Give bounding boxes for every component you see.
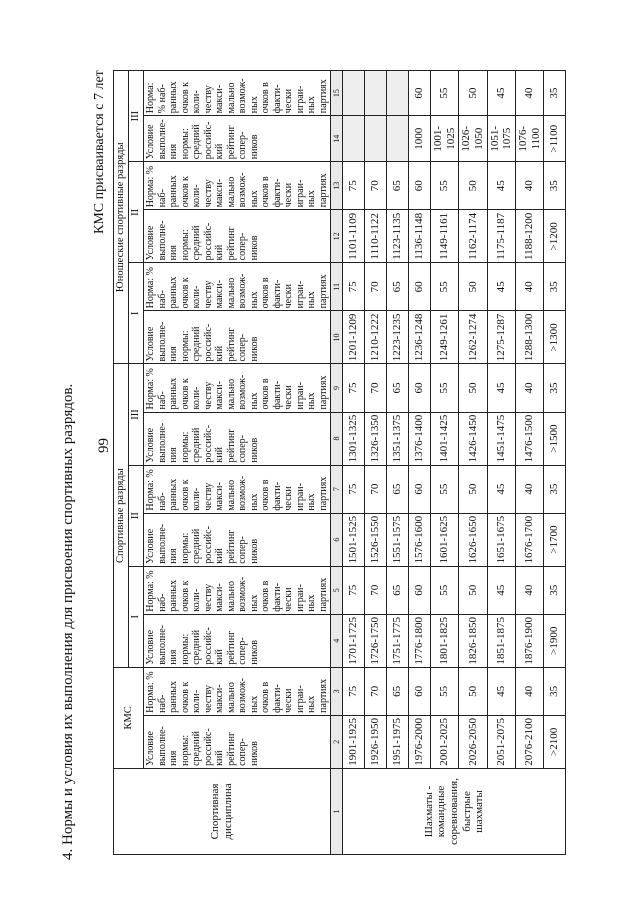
table-row <box>487 71 515 855</box>
discipline-line: командные <box>435 785 448 838</box>
table-cell: 50 <box>459 667 487 715</box>
table-cell: 1876-1900 <box>515 614 543 667</box>
table-cell: 45 <box>487 364 515 412</box>
norm-label: Норма: % наб-ранных очков к коли-честву макси-мально возмож-ных очков в факти-чески играи-ных партиях <box>144 667 331 715</box>
table-cell: 1951-1975 <box>387 715 409 768</box>
table-cell: 2026-2050 <box>459 715 487 768</box>
table-row <box>409 71 431 855</box>
table-cell: 1149-1161 <box>431 210 459 263</box>
table-cell: 1123-1135 <box>387 210 409 263</box>
column-numbers-row <box>331 71 343 855</box>
table-cell: 1376-1400 <box>409 412 431 465</box>
table-cell: 1401-1425 <box>431 412 459 465</box>
table-cell: 1851-1875 <box>487 614 515 667</box>
table-cell: 75 <box>343 364 365 412</box>
table-cell: 40 <box>515 566 543 614</box>
column-number: 8 <box>331 412 343 465</box>
norm-label: Норма: % наб-ранных очков к коли-честву макси-мально возмож-ных очков в факти-чески играи-ных партиях <box>144 566 331 614</box>
column-number: 7 <box>331 465 343 513</box>
table-cell: 60 <box>409 566 431 614</box>
table-cell: 75 <box>343 162 365 210</box>
condition-label: Условие выполне-ния нормы: средний российс-кий рейтинг сопер-ников <box>144 116 331 162</box>
table-cell: 40 <box>515 667 543 715</box>
discipline-line: быстрые <box>460 791 473 832</box>
table-cell: 55 <box>431 667 459 715</box>
table-cell: 1188-1200 <box>515 210 543 263</box>
table-cell: 1136-1148 <box>409 210 431 263</box>
table-cell: 70 <box>365 566 387 614</box>
table-cell: 65 <box>387 364 409 412</box>
table-cell: 55 <box>431 263 459 311</box>
table-cell: 1101-1109 <box>343 210 365 263</box>
table-cell: 35 <box>544 263 566 311</box>
table-cell: 1110-1122 <box>365 210 387 263</box>
condition-label: Условие выполне-ния нормы: средний российс-кий рейтинг сопер-ников <box>144 412 331 465</box>
table-cell: 55 <box>431 71 459 116</box>
norm-label: Норма: % наб-ранных очков к коли-честву макси-мально возмож-ных очков в факти-чески играи-ных партиях <box>144 71 331 116</box>
table-cell: 1676-1700 <box>515 513 543 566</box>
rank-roman: III <box>129 71 144 162</box>
table-cell: 60 <box>409 263 431 311</box>
table-cell: 1223-1235 <box>387 311 409 364</box>
table-cell: 35 <box>544 364 566 412</box>
column-number: 3 <box>331 667 343 715</box>
condition-label: Условие выполне-ния нормы: средний российс-кий рейтинг сопер-ников <box>144 513 331 566</box>
header-discipline: Спортивная дисциплина <box>114 768 331 854</box>
table-cell: 1451-1475 <box>487 412 515 465</box>
section-heading: 4. Нормы и условия их выполнения для присвоения спортивных разрядов. <box>60 383 76 860</box>
table-cell: 65 <box>387 263 409 311</box>
table-cell: 40 <box>515 71 543 116</box>
column-number: 2 <box>331 715 343 768</box>
norms-table-container <box>113 70 635 855</box>
table-cell: 45 <box>487 465 515 513</box>
table-cell: >1500 <box>544 412 566 465</box>
table-row <box>515 71 543 855</box>
table-cell: 35 <box>544 162 566 210</box>
table-cell: 1201-1209 <box>343 311 365 364</box>
discipline-line: соревнования, <box>447 778 460 845</box>
table-cell: 40 <box>515 162 543 210</box>
table-cell: >1900 <box>544 614 566 667</box>
table-cell: >1300 <box>544 311 566 364</box>
table-cell: 1275-1287 <box>487 311 515 364</box>
table-cell: 75 <box>343 465 365 513</box>
table-row <box>387 71 409 855</box>
table-row <box>343 71 365 855</box>
table-cell: 75 <box>343 566 365 614</box>
condition-label: Условие выполне-ния нормы: средний российс-кий рейтинг сопер-ников <box>144 715 331 768</box>
table-cell: 1976-2000 <box>409 715 431 768</box>
rank-roman: II <box>129 465 144 566</box>
rank-roman: I <box>129 263 144 364</box>
table-row <box>365 71 387 855</box>
table-cell: 60 <box>409 71 431 116</box>
table-row <box>431 71 459 855</box>
table-cell: 1000 <box>409 116 431 162</box>
table-cell: 1901-1925 <box>343 715 365 768</box>
table-cell: 70 <box>365 162 387 210</box>
table-cell: 1801-1825 <box>431 614 459 667</box>
table-cell: 1476-1500 <box>515 412 543 465</box>
table-cell: 60 <box>409 465 431 513</box>
table-cell <box>343 71 365 116</box>
table-cell: 55 <box>431 566 459 614</box>
condition-label: Условие выполне-ния нормы: средний российс-кий рейтинг сопер-ников <box>144 614 331 667</box>
table-cell: 40 <box>515 465 543 513</box>
kms-age-note: КМС присваивается с 7 лет <box>92 70 107 234</box>
table-row <box>544 71 566 855</box>
table-cell: >1200 <box>544 210 566 263</box>
rank-roman: I <box>129 566 144 667</box>
table-cell: 75 <box>343 263 365 311</box>
table-cell: 70 <box>365 364 387 412</box>
table-cell: 1301-1325 <box>343 412 365 465</box>
table-cell: 1926-1950 <box>365 715 387 768</box>
table-cell: 1175-1187 <box>487 210 515 263</box>
norm-label: Норма: % наб-ранных очков к коли-честву макси-мально возмож-ных очков в факти-чески играи-ных партиях <box>144 162 331 210</box>
table-cell: 50 <box>459 566 487 614</box>
table-cell: 60 <box>409 162 431 210</box>
table-cell: 1351-1375 <box>387 412 409 465</box>
table-cell: >1100 <box>544 116 566 162</box>
table-row <box>459 71 487 855</box>
table-cell: 1051-1075 <box>487 116 515 162</box>
table-cell: 1526-1550 <box>365 513 387 566</box>
column-number: 4 <box>331 614 343 667</box>
table-cell: >1700 <box>544 513 566 566</box>
header-sport-ranks: Спортивные разряды <box>114 364 129 667</box>
table-cell: 2076-2100 <box>515 715 543 768</box>
norm-label: Норма: % наб-ранных очков к коли-честву макси-мально возмож-ных очков в факти-чески играи-ных партиях <box>144 364 331 412</box>
table-cell: 1826-1850 <box>459 614 487 667</box>
table-cell: 75 <box>343 667 365 715</box>
table-cell: 35 <box>544 566 566 614</box>
table-cell: 45 <box>487 71 515 116</box>
table-cell: 45 <box>487 263 515 311</box>
discipline-line: шахматы <box>473 790 486 833</box>
table-cell: 65 <box>387 162 409 210</box>
table-cell: 50 <box>459 263 487 311</box>
discipline-line: Шахматы - <box>422 785 435 838</box>
column-number: 1 <box>331 768 343 854</box>
table-cell: 1751-1775 <box>387 614 409 667</box>
table-cell: 1576-1600 <box>409 513 431 566</box>
header-youth-ranks: Юношеские спортивные разряды <box>114 71 129 364</box>
column-number: 5 <box>331 566 343 614</box>
table-cell: 1249-1261 <box>431 311 459 364</box>
norms-table <box>113 70 566 855</box>
header-kms: КМС <box>114 667 144 768</box>
table-cell: 2001-2025 <box>431 715 459 768</box>
rank-roman: III <box>129 364 144 465</box>
discipline-cell <box>343 768 566 854</box>
table-cell: 1076-1100 <box>515 116 543 162</box>
table-cell: 1262-1274 <box>459 311 487 364</box>
table-cell: 1651-1675 <box>487 513 515 566</box>
table-cell: 35 <box>544 667 566 715</box>
column-number: 12 <box>331 210 343 263</box>
norm-label: Норма: % наб-ранных очков к коли-честву макси-мально возмож-ных очков в факти-чески играи-ных партиях <box>144 465 331 513</box>
rank-roman: II <box>129 162 144 263</box>
table-cell: 1776-1800 <box>409 614 431 667</box>
table-cell: 70 <box>365 263 387 311</box>
table-cell: 35 <box>544 465 566 513</box>
table-cell: 50 <box>459 162 487 210</box>
table-cell: 55 <box>431 364 459 412</box>
table-cell: 50 <box>459 71 487 116</box>
table-cell: 50 <box>459 364 487 412</box>
table-cell <box>365 71 387 116</box>
table-cell: >2100 <box>544 715 566 768</box>
table-cell: 1001-1025 <box>431 116 459 162</box>
page-number: 99 <box>96 438 112 453</box>
table-cell: 45 <box>487 162 515 210</box>
table-cell: 60 <box>409 667 431 715</box>
table-cell: 65 <box>387 566 409 614</box>
table-cell: 70 <box>365 465 387 513</box>
table-cell: 55 <box>431 465 459 513</box>
table-cell: 60 <box>409 364 431 412</box>
table-cell: 55 <box>431 162 459 210</box>
table-cell <box>343 116 365 162</box>
column-number: 6 <box>331 513 343 566</box>
column-number: 11 <box>331 263 343 311</box>
column-number: 15 <box>331 71 343 116</box>
column-number: 14 <box>331 116 343 162</box>
condition-label: Условие выполне-ния нормы: средний российс-кий рейтинг сопер-ников <box>144 210 331 263</box>
table-cell <box>365 116 387 162</box>
norm-label: Норма: % наб-ранных очков к коли-честву макси-мально возмож-ных очков в факти-чески играи-ных партиях <box>144 263 331 311</box>
table-cell <box>387 71 409 116</box>
table-cell: 50 <box>459 465 487 513</box>
table-cell: 1551-1575 <box>387 513 409 566</box>
table-cell: 1426-1450 <box>459 412 487 465</box>
table-cell: 1326-1350 <box>365 412 387 465</box>
table-cell: 40 <box>515 263 543 311</box>
header-row-labels <box>144 71 331 855</box>
table-cell: 1236-1248 <box>409 311 431 364</box>
table-cell: 1701-1725 <box>343 614 365 667</box>
table-cell: 2051-2075 <box>487 715 515 768</box>
table-cell <box>387 116 409 162</box>
table-cell: 1501-1525 <box>343 513 365 566</box>
table-cell: 1288-1300 <box>515 311 543 364</box>
table-cell: 40 <box>515 364 543 412</box>
table-cell: 1726-1750 <box>365 614 387 667</box>
table-cell: 45 <box>487 667 515 715</box>
table-cell: 45 <box>487 566 515 614</box>
table-cell: 70 <box>365 667 387 715</box>
column-number: 13 <box>331 162 343 210</box>
table-cell: 35 <box>544 71 566 116</box>
column-number: 10 <box>331 311 343 364</box>
table-cell: 1210-1222 <box>365 311 387 364</box>
table-cell: 65 <box>387 465 409 513</box>
condition-label: Условие выполне-ния нормы: средний российс-кий рейтинг сопер-ников <box>144 311 331 364</box>
header-row-groups <box>114 71 129 855</box>
table-cell: 1626-1650 <box>459 513 487 566</box>
table-cell: 1026-1050 <box>459 116 487 162</box>
column-number: 9 <box>331 364 343 412</box>
table-cell: 1162-1174 <box>459 210 487 263</box>
table-cell: 65 <box>387 667 409 715</box>
table-cell: 1601-1625 <box>431 513 459 566</box>
